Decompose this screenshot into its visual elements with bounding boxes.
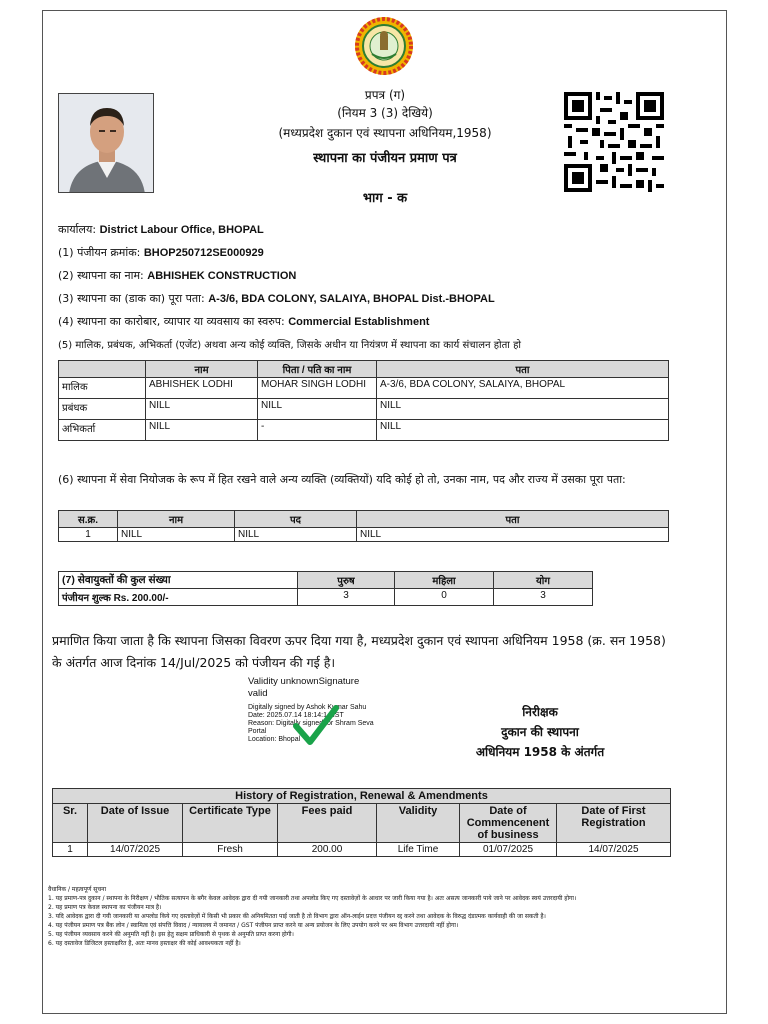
office-line: कार्यालय: District Labour Office, BHOPAL [58, 223, 264, 236]
digital-signature: Validity unknownSignature valid Digitally signed by Ashok Kumar Sahu Date: 2025.07.14 18:14:14 IST Reason: Digitally signed for Shram Seva Portal Location: Bhopal [248, 676, 398, 744]
establishment-name-line: (2) स्थापना का नाम: ABHISHEK CONSTRUCTION [58, 269, 297, 282]
table-row: अभिकर्ता NILL - NILL [59, 420, 669, 441]
table-row: पंजीयन शुल्क Rs. 200.00/- 3 0 3 [59, 589, 593, 606]
table-row: प्रबंधक NILL NILL NILL [59, 399, 669, 420]
owner-section-label: (5) मालिक, प्रबंधक, अभिकर्ता (एजेंट) अथवा अन्य कोई व्यक्ति, जिसके अधीन या नियंत्रण में स्थापना का कार्य संचालन होता हो [58, 340, 521, 351]
legal-notes: वैधानिक / महत्वपूर्ण सूचना 1. यह प्रमाण-पत्र दुकान / स्थापना के निरीक्षण / भौतिक सत्यापन के बगैर केवल आवेदक द्वारा दी गयी जानकारी तथा अपलोड किए गए दस्तावेज़ों के आधार पर जारी किया गया है। अतः असत्य जानकारी पाये जाने पर आवेदक स्वयं उत्तरदायी होगा। 2. यह प्रमाण पत्र केवल स्थापना का पंजीयन मात्र है। 3. यदि आवेदक द्वारा दी गयी जानकारी या अपलोड किये गए दस्तावेज़ों में किसी भी प्रकार की अनियमितता पाई जाती है तो विभाग द्वारा ऑन-लाईन प्रदत्त पंजीयन रद्द करने तथा आवेदक के विरुद्ध दंडात्मक कार्यवाही की जा सकती है। 4. यह पंजीयन प्रमाण पत्र बैंक लोन / स्वामित्व एवं संपत्ति विवाद / न्यायालय में जमानत / GST पंजीयन प्राप्त करने या अन्य प्रयोजन के लिए उपयोग करने पर श्रम विभाग उत्तरदायी नहीं होगा। 5. यह पंजीयन व्यवसाय करने की अनुमति नहीं है। इस हेतु सक्षम प्राधिकारी से पृथक से अनुमति प्राप्त करना होगी। 6. यह दस्तावेज डिजिटल हस्ताक्षरित है, अतः मानव हस्ताक्षर की कोई आवश्यकता नहीं है। [48, 886, 577, 947]
history-table: History of Registration, Renewal & Amendments Sr. Date of Issue Certificate Type Fees paid Validity Date of Commencenent of business Date of First Registration 1 14/07/2025 Fresh 200.00 Life Time 01/07/2025 14/07/2025 [52, 788, 671, 857]
interested-persons-table: स.क्र. नाम पद पता 1 NILL NILL NILL [58, 510, 669, 542]
form-rule: (नियम 3 (3) देखिये) [337, 106, 433, 120]
business-nature-line: (4) स्थापना का कारोबार, व्यापार या व्यवसाय का स्वरुप: Commercial Establishment [58, 315, 430, 328]
valid-checkmark-icon [292, 704, 340, 746]
certificate-part: भाग - क [362, 191, 408, 206]
employees-table: (7) सेवायुक्तों की कुल संख्या पुरुष महिला योग पंजीयन शुल्क Rs. 200.00/- 3 0 3 [58, 571, 593, 606]
table-row: 1 14/07/2025 Fresh 200.00 Life Time 01/07/2025 14/07/2025 [53, 843, 671, 857]
inspector-block: निरीक्षक दुकान की स्थापना अधिनियम 1958 के अंतर्गत [475, 705, 605, 759]
registration-number-line: (1) पंजीयन क्रमांक: BHOP250712SE000929 [58, 246, 264, 259]
certification-text: प्रमाणित किया जाता है कि स्थापना जिसका विवरण ऊपर दिया गया है, मध्यप्रदेश दुकान एवं स्थापना अधिनियम 1958 (क्र. सन 1958) के अंतर्गत आज दिनांक 14/Jul/2025 को पंजीयन की गई है। [52, 633, 666, 670]
establishment-address-line: (3) स्थापना का (डाक का) पूरा पता: A-3/6, BDA COLONY, SALAIYA, BHOPAL Dist.-BHOPAL [58, 292, 495, 305]
owners-table: नाम पिता / पति का नाम पता मालिक ABHISHEK LODHI MOHAR SINGH LODHI A-3/6, BDA COLONY, SALAIYA, BHOPAL प्रबंधक NILL NILL NILL अभिकर्ता NILL - NILL [58, 360, 669, 441]
section6-text: (6) स्थापना में सेवा नियोजक के रूप में हित रखने वाले अन्य व्यक्ति (व्यक्तियों) यदि कोई हो तो, उनका नाम, पद और राज्य में उसका पूरा पता: [58, 473, 626, 486]
page-bottom-border [42, 1013, 727, 1014]
form-act: (मध्यप्रदेश दुकान एवं स्थापना अधिनियम,1958) [278, 126, 492, 140]
history-title: History of Registration, Renewal & Amendments [53, 789, 671, 804]
applicant-photo [58, 93, 154, 193]
table-row: मालिक ABHISHEK LODHI MOHAR SINGH LODHI A-3/6, BDA COLONY, SALAIYA, BHOPAL [59, 378, 669, 399]
qr-code-icon [564, 92, 664, 192]
form-number: प्रपत्र (ग) [364, 88, 406, 102]
mp-government-emblem-icon [354, 16, 414, 76]
signature-validity: Validity unknownSignature valid [248, 676, 360, 699]
table-row: 1 NILL NILL NILL [59, 528, 669, 542]
certificate-title: स्थापना का पंजीयन प्रमाण पत्र [313, 151, 457, 166]
